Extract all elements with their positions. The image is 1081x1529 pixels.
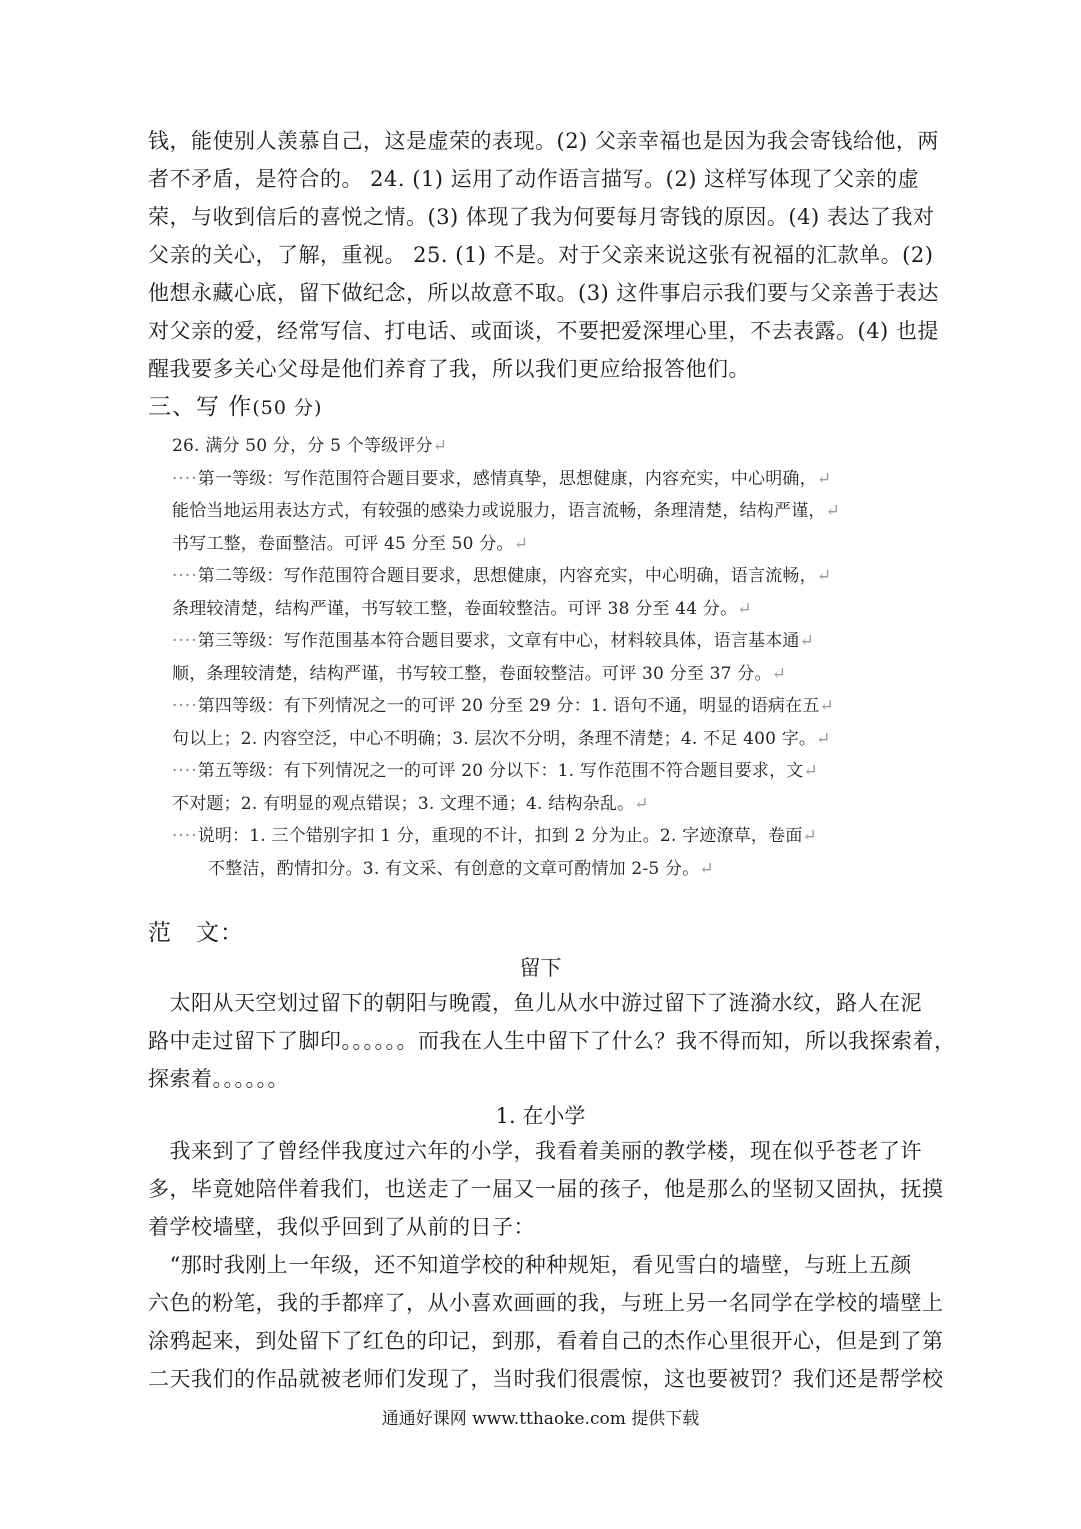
paragraph-mark-icon: ↵	[803, 761, 818, 781]
essay-line: 涂鸦起来，到处留下了红色的印记，到那，看着自己的杰作心里很开心，但是到了第	[148, 1329, 944, 1353]
rubric-line	[172, 532, 528, 556]
rubric-line	[172, 824, 817, 848]
paragraph-mark-icon: ↵	[816, 468, 832, 489]
rubric-line	[172, 629, 814, 653]
paragraph-mark-icon: ↵	[819, 696, 834, 716]
paragraph-mark-icon: ↵	[825, 501, 841, 521]
rubric-text: 不对题；2. 有明显的观点错误；3. 文理不通；4. 结构杂乱。	[172, 793, 635, 814]
paragraph-mark-icon: ↵	[432, 436, 448, 456]
essay-label: 范 文：	[148, 920, 244, 946]
rubric-text: 第一等级：写作范围符合题目要求，感情真挚，思想健康，内容充实，中心明确，	[197, 468, 817, 489]
rubric-text: 第三等级：写作范围基本符合题目要求，文章有中心，材料较具体，语言基本通	[197, 631, 800, 651]
rubric-text: 不整洁，酌情扣分。3. 有文采、有创意的文章可酌情加 2-5 分。	[208, 858, 700, 879]
paragraph-mark-icon: ↵	[799, 631, 815, 651]
essay-line: 着学校墙壁，我似乎回到了从前的日子：	[148, 1215, 535, 1239]
paragraph-mark-icon: ↵	[802, 826, 817, 846]
rubric-text: 书写工整，卷面整洁。可评 45 分至 50 分。	[172, 533, 514, 554]
essay-line: 六色的粉笔，我的手都痒了，从小喜欢画画的我，与班上另一名同学在学校的墙壁上	[148, 1291, 944, 1315]
writing-score: (50 分)	[252, 397, 323, 419]
rubric-dots: ····	[172, 696, 198, 716]
rubric-text: 条理较清楚，结构严谨，书写较工整，卷面较整洁。可评 38 分至 44 分。	[172, 598, 738, 619]
rubric-text: 第五等级：有下列情况之一的可评 20 分以下：1. 写作范围不符合题目要求，文	[197, 761, 804, 781]
paragraph-mark-icon: ↵	[513, 533, 529, 554]
rubric-line	[208, 857, 714, 881]
rubric-line	[172, 597, 752, 621]
rubric-line	[172, 434, 447, 458]
answer-line: 者不矛盾，是符合的。 24. (1) 运用了动作语言描写。(2) 这样写体现了父亲的虚	[148, 167, 920, 191]
essay-line: 二天我们的作品就被老师们发现了，当时我们很震惊，这也要被罚？我们还是帮学校	[148, 1367, 944, 1391]
paragraph-mark-icon: ↵	[699, 858, 714, 879]
rubric-line	[172, 467, 831, 491]
essay-line: 路中走过留下了脚印。。。。。。而我在人生中留下了什么？我不得而知，所以我探索着，	[148, 1029, 956, 1053]
essay-line: “那时我刚上一年级，还不知道学校的种种规矩，看见雪白的墙壁，与班上五颜	[148, 1253, 912, 1277]
essay-title: 留下	[519, 956, 562, 980]
answer-line: 醒我要多关心父母是他们养育了我，所以我们更应给报答他们。	[148, 357, 750, 381]
rubric-line	[172, 694, 834, 718]
rubric-text: 第四等级：有下列情况之一的可评 20 分至 29 分：1. 语句不通，明显的语病在五	[197, 696, 820, 716]
rubric-text: 26. 满分 50 分，分 5 个等级评分	[172, 436, 433, 456]
rubric-line	[172, 662, 786, 686]
rubric-text: 能恰当地运用表达方式，有较强的感染力或说服力，语言流畅，条理清楚，结构严谨，	[172, 501, 826, 521]
section-title: 1. 在小学	[495, 1104, 586, 1128]
paragraph-mark-icon: ↵	[771, 663, 787, 684]
rubric-dots: ····	[172, 826, 198, 846]
writing-heading	[148, 388, 322, 421]
essay-line: 我来到了了曾经伴我度过六年的小学，我看着美丽的教学楼，现在似乎苍老了许	[148, 1139, 922, 1163]
paragraph-mark-icon: ↵	[816, 728, 831, 749]
essay-line: 太阳从天空划过留下的朝阳与晚霞，鱼儿从水中游过留下了涟漪水纹，路人在泥	[148, 991, 922, 1015]
rubric-text: 句以上；2. 内容空泛，中心不明确；3. 层次不分明，条理不清楚；4. 不足 400 字。	[172, 728, 817, 749]
rubric-line	[172, 564, 831, 588]
rubric-text: 说明：1. 三个错别字扣 1 分，重现的不计，扣到 2 分为止。2. 字迹潦草，卷面	[197, 826, 803, 846]
rubric-dots: ····	[172, 631, 198, 651]
rubric-dots: ····	[172, 761, 198, 781]
answer-line: 钱，能使别人羡慕自己，这是虚荣的表现。(2) 父亲幸福也是因为我会寄钱给他，两	[148, 129, 939, 153]
answer-line: 他想永藏心底，留下做纪念，所以故意不取。(3) 这件事启示我们要与父亲善于表达	[148, 281, 939, 305]
rubric-line	[172, 727, 831, 751]
essay-line: 多，毕竟她陪伴着我们，也送走了一届又一届的孩子，他是那么的坚韧又固执，抚摸	[148, 1177, 944, 1201]
rubric-line	[172, 499, 840, 523]
rubric-line	[172, 759, 818, 783]
paragraph-mark-icon: ↵	[816, 566, 832, 586]
paragraph-mark-icon: ↵	[737, 598, 752, 619]
rubric-dots: ····	[172, 468, 198, 489]
paragraph-mark-icon: ↵	[634, 793, 649, 814]
rubric-dots: ····	[172, 566, 198, 586]
answer-line: 对父亲的爱，经常写信、打电话、或面谈，不要把爱深埋心里，不去表露。(4) 也提	[148, 319, 939, 343]
rubric-text: 第二等级：写作范围符合题目要求，思想健康，内容充实，中心明确，语言流畅，	[197, 566, 817, 586]
page-footer: 通通好课网 www.tthaoke.com 提供下载	[381, 1409, 700, 1429]
rubric-line	[172, 792, 649, 816]
essay-line: 探索着。。。。。。	[148, 1067, 289, 1091]
writing-heading-text: 三、写 作	[148, 394, 253, 420]
answer-line: 荣，与收到信后的喜悦之情。(3) 体现了我为何要每月寄钱的原因。(4) 表达了我对	[148, 205, 935, 229]
answer-line: 父亲的关心，了解，重视。 25. (1) 不是。对于父亲来说这张有祝福的汇款单。(2)	[148, 243, 934, 267]
rubric-text: 顺，条理较清楚，结构严谨，书写较工整，卷面较整洁。可评 30 分至 37 分。	[172, 663, 772, 684]
